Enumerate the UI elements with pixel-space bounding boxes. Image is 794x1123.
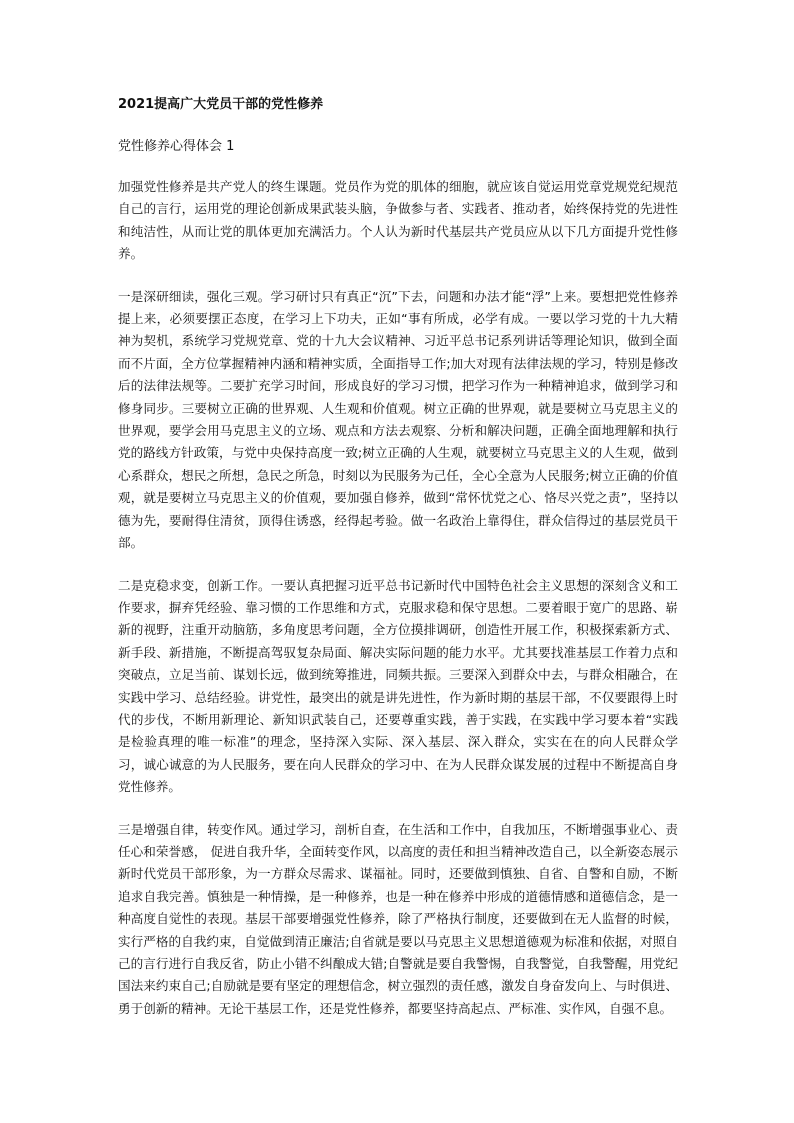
document-page [118, 96, 678, 1040]
paragraph-intro: 加强党性修养是共产党人的终生课题。党员作为党的肌体的细胞，就应该自觉运用党章党规党纪规范自己的言行，运用党的理论创新成果武装头脑，争做参与者、实践者、推动者，始终保持党的先进性和纯洁性，从而让党的肌体更加充满活力。个人认为新时代基层共产党员应从以下几方面提升党性修养。 [118, 179, 678, 262]
paragraph-point-three: 三是增强自律，转变作风。通过学习，剖析自查，在生活和工作中，自我加压，不断增强事业心、责任心和荣誉感， 促进自我升华，全面转变作风，以高度的责任和担当精神改造自己，以全新姿态展示新时代党员干部形象，为一方群众尽需求、谋福祉。同时，还要做到慎独、自省、自警和自励，不断追求自我完善。慎独是一种情操，是一种修养，也是一种在修养中形成的道德情感和道德信念，是一种高度自觉性的表现。基层干部要增强党性修养，除了严格执行制度，还要做到在无人监督的时候，实行严格的自我约束，自觉做到清正廉洁;自省就是要以马克思主义思想道德观为标准和依据，对照自己的言行进行自我反省，防止小错不纠酿成大错;自警就是要自我警惕，自我警觉，自我警醒，用党纪国法来约束自己;自励就是要有坚定的理想信念，树立强烈的责任感，激发自身奋发向上、与时俱进、勇于创新的精神。无论干基层工作，还是党性修养，都要坚持高起点、严标准、实作风，自强不息。 [118, 821, 678, 1016]
paragraph-point-one: 一是深研细读，强化三观。学习研讨只有真正“沉”下去，问题和办法才能“浮”上来。要想把党性修养提上来，必须要摆正态度，在学习上下功夫，正如“事有所成，必学有成。一要以学习党的十九大精神为契机，系统学习党规党章、党的十九大会议精神、习近平总书记系列讲话等理论知识，做到全面而不片面，全方位掌握精神内涵和精神实质，全面指导工作;加大对现有法律法规的学习，特别是修改后的法律法规等。二要扩充学习时间，形成良好的学习习惯，把学习作为一种精神追求，做到学习和修身同步。三要树立正确的世界观、人生观和价值观。树立正确的世界观，就是要树立马克思主义的世界观，要学会用马克思主义的立场、观点和方法去观察、分析和解决问题，正确全面地理解和执行党的路线方针政策，与党中央保持高度一致;树立正确的人生观，就要树立马克思主义的人生观，做到心系群众，想民之所想，急民之所急，时刻以为民服务为己任，全心全意为人民服务;树立正确的价值观，就是要树立马克思主义的价值观，要加强自修养，做到“常怀忧党之心、恪尽兴党之责”，坚持以德为先，要耐得住清贫，顶得住诱惑，经得起考验。做一名政治上靠得住，群众信得过的基层党员干部。 [118, 288, 678, 551]
document-title: 2021提高广大党员干部的党性修养 [118, 97, 324, 112]
section-subtitle: 党性修养心得体会 1 [118, 139, 235, 154]
paragraph-point-two: 二是克稳求变，创新工作。一要认真把握习近平总书记新时代中国特色社会主义思想的深刻含义和工作要求，摒弃凭经验、靠习惯的工作思维和方式，克服求稳和保守思想。二要着眼于宽广的思路、崭新的视野，注重开动脑筋，多角度思考问题，全方位摸排调研，创造性开展工作，积极探索新方式、新手段、新措施，不断提高驾驭复杂局面、解决实际问题的能力水平。尤其要找准基层工作着力点和突破点，立足当前、谋划长远，做到统筹推进，同频共振。三要深入到群众中去，与群众相融合，在实践中学习、总结经验。讲党性，最突出的就是讲先进性，作为新时期的基层干部，不仅要跟得上时代的步伐，不断用新理论、新知识武装自己，还要尊重实践，善于实践，在实践中学习要本着“实践是检验真理的唯一标准”的理念，坚持深入实际、深入基层、深入群众，实实在在的向人民群众学习，诚心诚意的为人民服务，要在向人民群众的学习中、在为人民群众谋发展的过程中不断提高自身党性修养。 [118, 577, 678, 795]
